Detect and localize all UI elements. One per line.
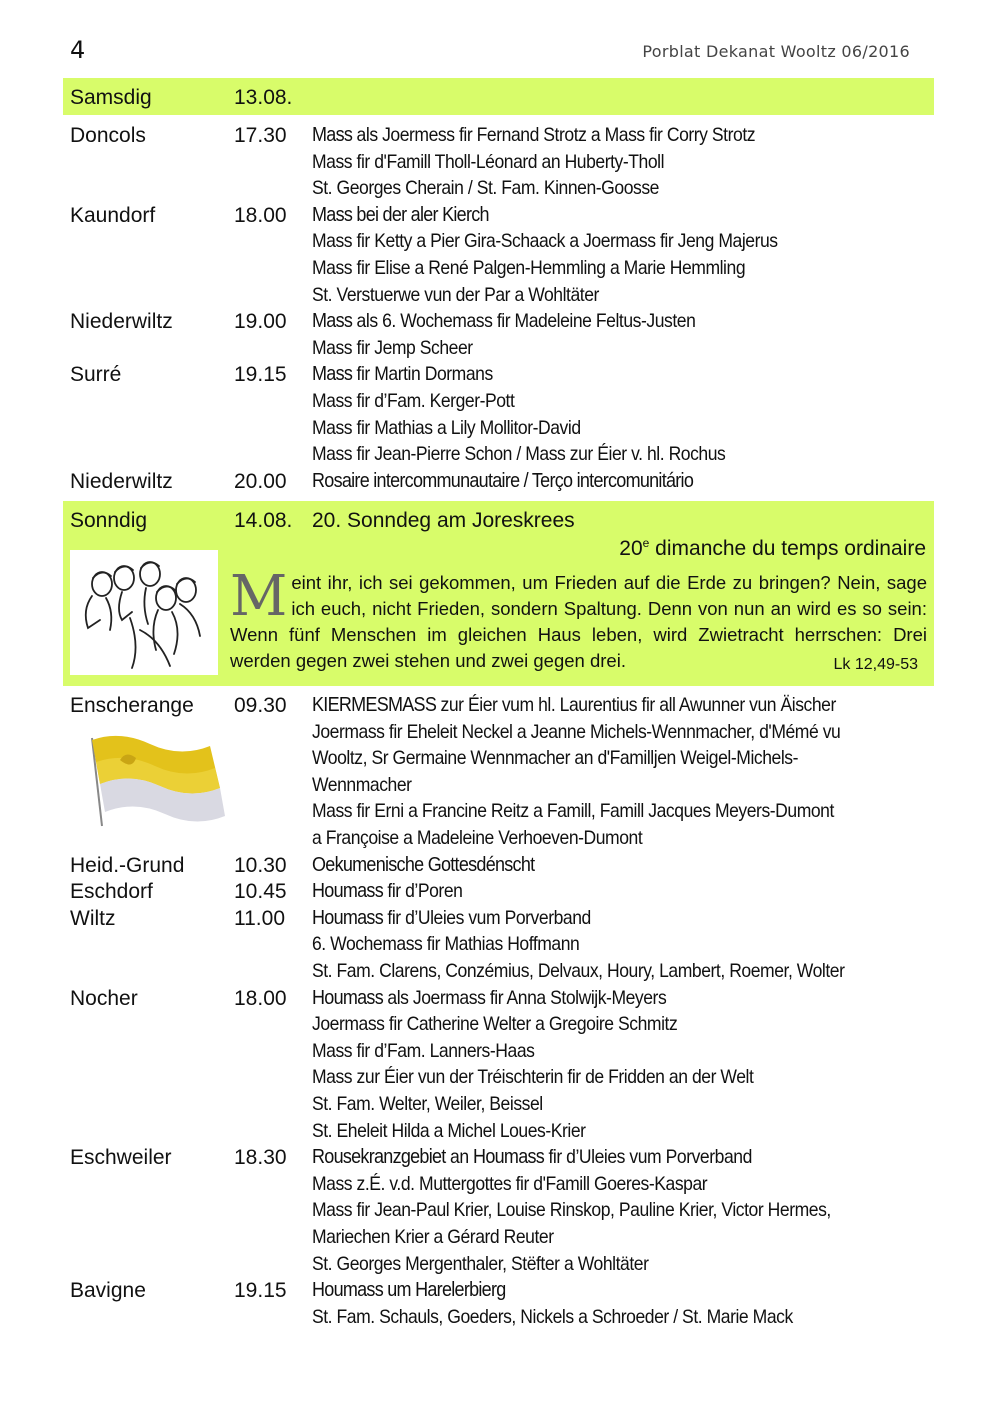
quote-drop-cap: M: [230, 564, 288, 629]
schedule-row: [70, 1306, 930, 1332]
saturday-day: Samsdig: [70, 86, 152, 109]
intention-text: St. Georges Mergenthaler, Stëfter a Wohltäter: [312, 1252, 649, 1275]
place-name: Doncols: [70, 124, 146, 147]
mass-description: [312, 1040, 534, 1063]
schedule-row: [70, 987, 930, 1013]
mass-description: [312, 854, 534, 877]
intention-text: Mass fir d'Famill Tholl-Léonard an Huberty-Tholl: [312, 150, 665, 173]
schedule-row: [70, 337, 930, 363]
place-name: Kaundorf: [70, 203, 156, 227]
mass-time: 10.45: [234, 880, 287, 904]
mass-description: [312, 880, 462, 903]
intention-text: St. Eheleit Hilda a Michel Loues-Krier: [312, 1119, 586, 1142]
schedule-row: [70, 960, 930, 986]
mass-description: [312, 1226, 554, 1249]
mass-time: 18.00: [234, 203, 287, 227]
mass-description: [312, 694, 836, 717]
mass-description: [312, 1306, 793, 1329]
mass-description: [312, 960, 845, 983]
mass-time: 11.00: [234, 906, 285, 930]
service-type: Rosaire intercommunautaire / Terço intercomunitário: [312, 469, 694, 492]
schedule-row: [70, 1066, 930, 1092]
schedule-row: [70, 177, 930, 203]
intention-text: St. Fam. Clarens, Conzémius, Delvaux, Houry, Lambert, Roemer, Wolter: [312, 960, 845, 982]
intention-text: Mass fir d’Fam. Lanners-Haas: [312, 1039, 535, 1062]
intention-text: Mass fir Mathias a Lily Mollitor-David: [312, 416, 581, 439]
mass-description: [312, 987, 666, 1010]
intention-text: a Françoise a Madeleine Verhoeven-Dumont: [312, 827, 643, 849]
service-type: Houmass: [312, 880, 383, 903]
intention-text: Mass fir d’Fam. Kerger-Pott: [312, 390, 515, 412]
intention-text: Mass zur Éier vun der Tréischterin fir de Fridden an der Welt: [312, 1066, 754, 1089]
place-name: Eschweiler: [70, 1146, 172, 1170]
place-name: Wiltz: [70, 906, 116, 930]
schedule-row: [70, 1173, 930, 1199]
schedule-row: [70, 284, 930, 310]
schedule-row: [70, 854, 930, 880]
schedule-row: [70, 694, 930, 720]
schedule-row: [70, 1093, 930, 1119]
intention-text: St. Verstuerwe vun der Par a Wohltäter: [312, 283, 599, 306]
mass-description: [312, 337, 473, 360]
service-type: Houmass: [473, 1146, 545, 1169]
mass-description: [312, 257, 745, 280]
schedule-row: [70, 800, 930, 826]
mass-description: [312, 747, 798, 770]
mass-time: 19.00: [234, 310, 287, 334]
mass-description: [312, 390, 514, 413]
mass-description: [312, 1093, 543, 1116]
intention-text: Mass z.É. v.d. Muttergottes fir d'Famill Goeres-Kaspar: [312, 1172, 708, 1195]
intention-text: St. Fam. Welter, Weiler, Beissel: [312, 1093, 543, 1115]
mass-description: [312, 443, 725, 466]
schedule-row: [70, 470, 930, 496]
service-type: KIERMESMASS: [312, 694, 437, 716]
mass-description: [312, 310, 695, 333]
quote-text: eint ihr, ich sei gekommen, um Frieden auf die Erde zu bringen? Nein, sage ich euch, nicht Frieden, sondern Spaltung. Denn von nun an wird es so sein: Wenn fünf Menschen im gleichen Haus leben, wird Zwietracht herrschen: Drei werden gegen zwei stehen und zwei gegen drei.: [230, 572, 927, 671]
saturday-date: 13.08.: [234, 86, 293, 109]
intention-text: fir d’Uleies vum Porverband: [382, 906, 591, 929]
mass-description: [312, 1279, 506, 1302]
schedule-row: [70, 151, 930, 177]
service-type: Houmass um Harelerbierg: [312, 1279, 506, 1302]
schedule-row: [70, 417, 930, 443]
schedule-row: [70, 1013, 930, 1039]
mass-description: [312, 1066, 753, 1089]
sunday-date: 14.08.: [234, 509, 293, 532]
intention-text: Mass fir Elise a René Palgen-Hemmling a Marie Hemmling: [312, 257, 746, 279]
place-name: Nocher: [70, 986, 138, 1010]
intention-text: Mass fir Erni a Francine Reitz a Famill, Famill Jacques Meyers-Dumont: [312, 800, 834, 823]
mass-description: [312, 204, 489, 227]
schedule-row: [70, 747, 930, 773]
schedule-row: [70, 1040, 930, 1066]
mass-description: [312, 933, 579, 956]
sunday-title: 20. Sonndeg am Joreskrees: [312, 509, 575, 532]
mass-description: [312, 721, 840, 744]
mass-time: 09.30: [234, 694, 287, 717]
schedule-row: [70, 363, 930, 389]
schedule-row: [70, 204, 930, 230]
place-name: Eschdorf: [70, 880, 153, 904]
mass-description: [312, 1013, 677, 1036]
schedule-row: [70, 257, 930, 283]
service-type: Houmass: [312, 986, 383, 1009]
mass-time: 20.00: [234, 469, 287, 493]
intention-text: Mariechen Krier a Gérard Reuter: [312, 1226, 554, 1248]
gospel-quote: [230, 564, 927, 674]
mass-time: 18.30: [234, 1146, 287, 1170]
intention-text: Mass fir Jemp Scheer: [312, 336, 473, 359]
quote-reference: Lk 12,49-53: [833, 656, 918, 673]
schedule-row: [70, 443, 930, 469]
place-name: Heid.-Grund: [70, 853, 185, 877]
service-type: Mass: [312, 363, 353, 386]
schedule-row: [70, 1120, 930, 1146]
place-name: Enscherange: [70, 694, 194, 717]
intention-text: Mass fir Jean-Paul Krier, Louise Rinskop, Pauline Krier, Victor Hermes,: [312, 1199, 831, 1222]
intention-text: Wooltz, Sr Germaine Wennmacher an d'Familljen Weigel-Michels-: [312, 747, 799, 770]
running-head: Porblat Dekanat Wooltz 06/2016: [642, 42, 910, 61]
intention-text: als Joermass fir Anna Stolwijk-Meyers: [382, 986, 667, 1009]
intention-text: fir Martin Dormans: [352, 363, 493, 386]
place-name: Surré: [70, 363, 122, 387]
service-type: Oekumenische Gottesdénscht: [312, 853, 535, 876]
mass-description: [312, 177, 659, 200]
mass-description: [312, 230, 778, 253]
intention-text: St. Fam. Schauls, Goeders, Nickels a Schroeder / St. Marie Mack: [312, 1305, 793, 1328]
five-people-sketch-icon: [70, 550, 218, 675]
service-type: Mass: [312, 124, 353, 146]
mass-description: [312, 1253, 648, 1276]
intention-text: Joermass fir Eheleit Neckel a Jeanne Michels-Wennmacher, d'Mémé vu: [312, 720, 841, 743]
schedule-row: [70, 310, 930, 336]
schedule-row: [70, 721, 930, 747]
service-type: Mass: [312, 310, 353, 333]
schedule-row: [70, 1279, 930, 1305]
mass-description: [312, 363, 493, 386]
place-name: Niederwiltz: [70, 310, 173, 334]
mass-description: [312, 827, 642, 850]
intention-text: an: [445, 1146, 474, 1169]
schedule-row: [70, 1146, 930, 1172]
service-type: Rousekranzgebiet: [312, 1146, 446, 1169]
intention-text: Joermass fir Catherine Welter a Gregoire Schmitz: [312, 1013, 678, 1036]
page-number: 4: [70, 36, 86, 64]
mass-description: [312, 800, 834, 823]
intention-text: Wennmacher: [312, 773, 412, 796]
intention-text: St. Georges Cherain / St. Fam. Kinnen-Goosse: [312, 177, 659, 200]
mass-description: [312, 1146, 752, 1169]
mass-time: 19.15: [234, 1279, 287, 1303]
schedule-row: [70, 230, 930, 256]
intention-text: 6. Wochemass fir Mathias Hoffmann: [312, 933, 580, 956]
service-type: Houmass: [312, 906, 383, 929]
mass-description: [312, 1199, 831, 1222]
intention-text: fir d’Poren: [382, 880, 463, 903]
intention-text: fir d’Uleies vum Porverband: [544, 1146, 752, 1169]
intention-text: als 6. Wochemass fir Madeleine Feltus-Justen: [352, 310, 696, 333]
schedule-row: [70, 774, 930, 800]
mass-description: [312, 907, 591, 930]
place-name: Niederwiltz: [70, 469, 173, 493]
schedule-row: [70, 1226, 930, 1252]
mass-time: 18.00: [234, 986, 287, 1010]
intention-text: Mass fir Ketty a Pier Gira-Schaack a Joermass fir Jeng Majerus: [312, 230, 778, 253]
sunday-subtitle: 20e dimanche du temps ordinaire: [619, 536, 926, 560]
mass-description: [312, 1173, 707, 1196]
saturday-heading: [70, 86, 930, 112]
mass-description: [312, 284, 599, 307]
schedule-row: [70, 933, 930, 959]
mass-time: 19.15: [234, 363, 287, 387]
mass-time: 17.30: [234, 124, 287, 147]
intention-text: Mass fir Jean-Pierre Schon / Mass zur Éier v. hl. Rochus: [312, 443, 726, 466]
schedule-row: [70, 880, 930, 906]
mass-description: [312, 470, 693, 493]
intention-text: zur Éier vum hl. Laurentius fir all Awunner vun Äischer: [436, 694, 836, 716]
intention-text: als Joermess fir Fernand Strotz a Mass fir Corry Strotz: [352, 124, 756, 146]
schedule-row: [70, 1199, 930, 1225]
mass-time: 10.30: [234, 853, 287, 877]
schedule-row: [70, 1253, 930, 1279]
mass-description: [312, 774, 412, 797]
schedule-row: [70, 390, 930, 416]
schedule-row: [70, 907, 930, 933]
schedule-row: [70, 827, 930, 853]
mass-description: [312, 151, 664, 174]
schedule-row: [70, 124, 930, 150]
place-name: Bavigne: [70, 1279, 146, 1303]
sunday-day: Sonndig: [70, 509, 148, 532]
mass-description: [312, 417, 581, 440]
service-type: Mass bei der aler Kierch: [312, 203, 489, 226]
mass-description: [312, 124, 755, 147]
mass-description: [312, 1120, 586, 1143]
